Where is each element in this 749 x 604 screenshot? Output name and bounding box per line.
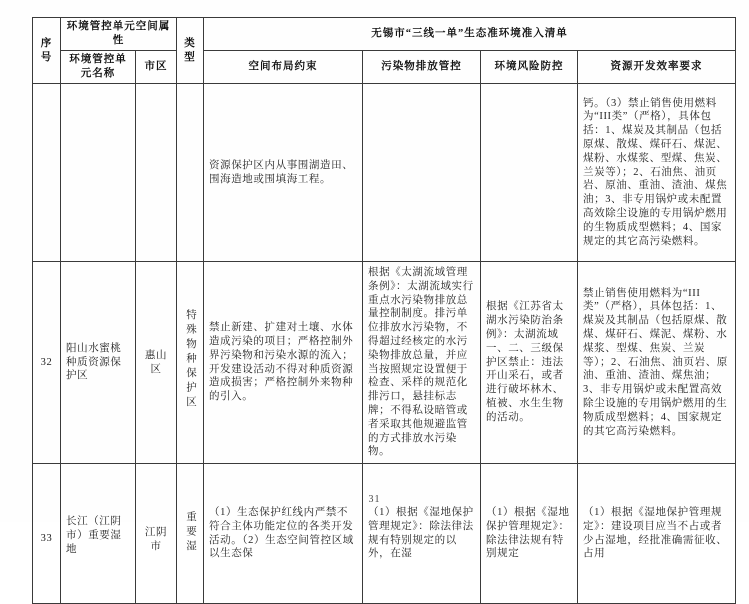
header-pollutant: 污染物排放管控 [363, 51, 481, 84]
cell-layout: 资源保护区内从事围湖造田、围海造地或围填海工程。 [204, 84, 363, 262]
header-layout: 空间布局约束 [204, 51, 363, 84]
table-row-32 [33, 262, 736, 464]
table-row-continuation [33, 84, 736, 262]
cell-district: 江阴市 [136, 464, 177, 604]
header-resource: 资源开发效率要求 [578, 51, 736, 84]
cell-risk [481, 84, 578, 262]
cell-unit-name: 长江（江阴市）重要湿地 [61, 464, 136, 604]
cell-type [177, 262, 204, 464]
cell-serial: 32 [33, 262, 61, 464]
cell-risk: 根据《江苏省太湖水污染防治条例》：太湖流域一、二、三级保护区禁止：违法开山采石，或者进行破坏林木、植被、水生生物的活动。 [481, 262, 578, 464]
header-unit-name: 环境管控单元名称 [61, 51, 136, 84]
cell-resource: 钙。（3）禁止销售使用燃料为“III类”（严格），具体包括：1、煤炭及其制品（包括原煤、散煤、煤矸石、煤泥、煤粉、水煤浆、型煤、焦炭、兰炭等）；2、石油焦、油页岩、原油、重油、渣油、煤焦油；3、非专用锅炉或未配置高效除尘设施的专用锅炉燃用的生物质成型燃料；4、国家规定的其它高污染燃料。 [578, 84, 736, 262]
table-row-33 [33, 464, 736, 604]
cell-resource: 禁止销售使用燃料为“III类”（严格），具体包括：1、煤炭及其制品（包括原煤、散煤、煤矸石、煤泥、煤粉、水煤浆、型煤、焦炭、兰炭等）；2、石油焦、油页岩、原油、重油、渣油、煤焦油；3、非专用锅炉或未配置高效除尘设施的专用锅炉燃用的生物质成型燃料；4、国家规定的其它高污染燃料。 [578, 262, 736, 464]
page-number: 31 [368, 494, 381, 505]
type-vertical-text: 重要湿 [185, 510, 196, 554]
cell-type [177, 84, 204, 262]
cell-pollutant: （1）根据《湿地保护管理规定》：除法律法规有特别规定的以外，在湿 [363, 464, 481, 604]
header-district: 市区 [136, 51, 177, 84]
cell-type [177, 464, 204, 604]
cell-unit-name [61, 84, 136, 262]
cell-district: 惠山区 [136, 262, 177, 464]
cell-risk: （1）根据《湿地保护管理规定》：除法律法规有特别规定 [481, 464, 578, 604]
cell-district [136, 84, 177, 262]
header-list-group: 无锡市“三线一单”生态准环境准入清单 [204, 18, 736, 51]
header-risk: 环境风险防控 [481, 51, 578, 84]
header-spatial-group: 环境管控单元空间属性 [61, 18, 177, 51]
cell-serial [33, 84, 61, 262]
access-list-table [32, 17, 736, 604]
cell-resource: （1）根据《湿地保护管理规定》：建设项目应当不占或者少占湿地，经批准确需征收、占用 [578, 464, 736, 604]
cell-pollutant: 根据《太湖流域管理条例》：太湖流域实行重点水污染物排放总量控制制度。排污单位排放水污染物，不得超过经核定的水污染物排放总量，并应当按照规定设置便于检查、采样的规范化排污口，悬挂标志牌；不得私设暗管或者采取其他规避监管的方式排放水污染物。 [363, 262, 481, 464]
cell-pollutant [363, 84, 481, 262]
cell-layout: （1）生态保护红线内严禁不符合主体功能定位的各类开发活动。（2）生态空间管控区域以生态保 [204, 464, 363, 604]
cell-unit-name: 阳山水蜜桃种质资源保护区 [61, 262, 136, 464]
header-serial: 序号 [33, 18, 61, 84]
type-vertical-text: 特殊物种保护区 [185, 309, 196, 411]
cell-serial: 33 [33, 464, 61, 604]
header-type: 类型 [177, 18, 204, 84]
cell-layout: 禁止新建、扩建对土壤、水体造成污染的项目；严格控制外界污染物和污染水源的流入；开发建设活动不得对种质资源造成损害；严格控制外来物种的引入。 [204, 262, 363, 464]
